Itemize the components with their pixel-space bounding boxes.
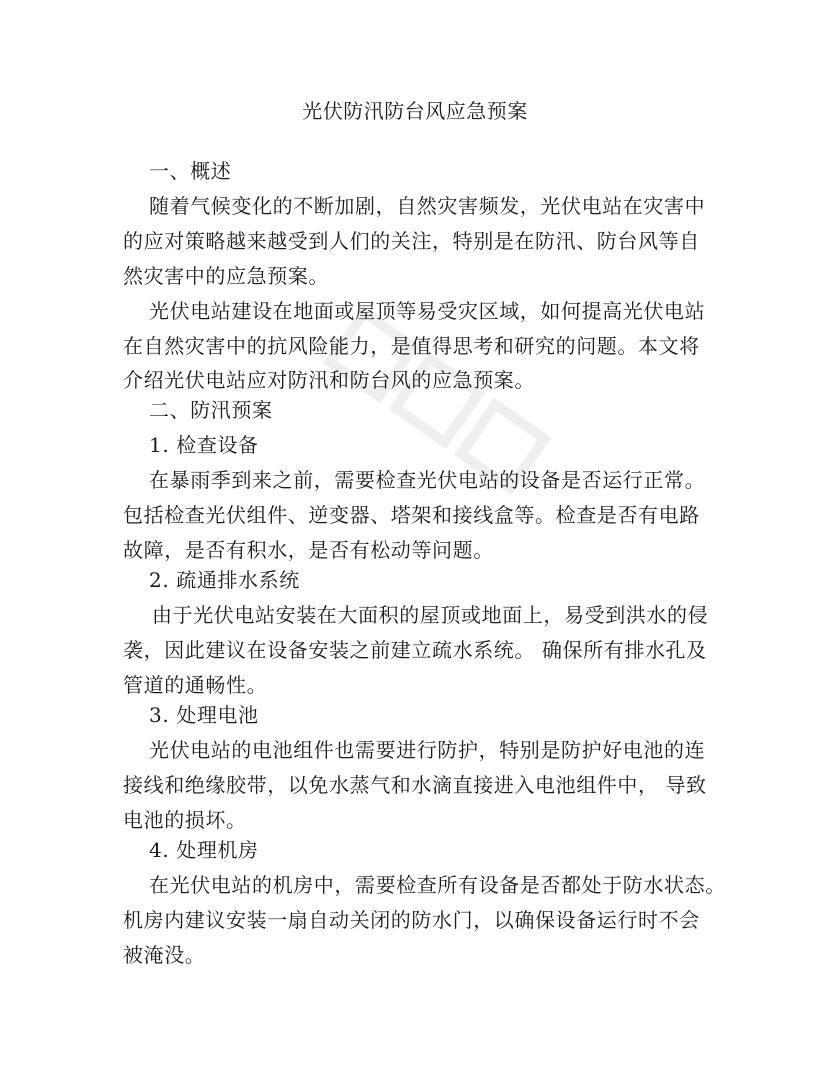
paragraph-line: 电池的损坏。 [123, 808, 247, 832]
paragraph-line: 然灾害中的应急预案。 [123, 264, 329, 288]
subsection-heading-drainage: 2. 疏通排水系统 [149, 568, 300, 592]
document-title: 光伏防汛防台风应急预案 [302, 99, 528, 123]
paragraph-line: 在自然灾害中的抗风险能力，是值得思考和研究的问题。本文将 [123, 334, 700, 358]
paragraph-line: 在暴雨季到来之前，需要检查光伏电站的设备是否运行正常。 [149, 468, 706, 492]
paragraph-line: 随着气候变化的不断加剧，自然灾害频发，光伏电站在灾害中 [149, 194, 706, 218]
paragraph-line: 包括检查光伏组件、逆变器、塔架和接线盒等。检查是否有电路 [123, 503, 700, 527]
paragraph-line: 故障，是否有积水，是否有松动等问题。 [123, 538, 494, 562]
paragraph-line: 管道的通畅性。 [123, 673, 268, 697]
paragraph-line: 机房内建议安装一扇自动关闭的防水门，以确保设备运行时不会 [123, 908, 700, 932]
paragraph-line: 光伏电站建设在地面或屋顶等易受灾区域，如何提高光伏电站 [149, 299, 706, 323]
paragraph-line: 由于光伏电站安装在大面积的屋顶或地面上，易受到洪水的侵 [152, 603, 709, 627]
paragraph-line: 光伏电站的电池组件也需要进行防护，特别是防护好电池的连 [149, 738, 706, 762]
paragraph-line: 在光伏电站的机房中，需要检查所有设备是否都处于防水状态。 [149, 873, 726, 897]
paragraph-line: 接线和绝缘胶带，以免水蒸气和水滴直接进入电池组件中， 导致 [123, 773, 707, 797]
subsection-heading-battery: 3. 处理电池 [149, 703, 259, 727]
subsection-heading-machine-room: 4. 处理机房 [149, 838, 259, 862]
section-heading-overview: 一、概述 [149, 159, 232, 183]
subsection-heading-inspect-equipment: 1. 检查设备 [149, 433, 259, 457]
paragraph-line: 介绍光伏电站应对防汛和防台风的应急预案。 [123, 368, 535, 392]
paragraph-line: 被淹没。 [123, 943, 206, 967]
paragraph-line: 的应对策略越来越受到人们的关注，特别是在防汛、防台风等自 [123, 229, 700, 253]
paragraph-line: 袭，因此建议在设备安装之前建立疏水系统。 确保所有排水孔及 [123, 638, 707, 662]
section-heading-flood-plan: 二、防汛预案 [149, 398, 273, 422]
